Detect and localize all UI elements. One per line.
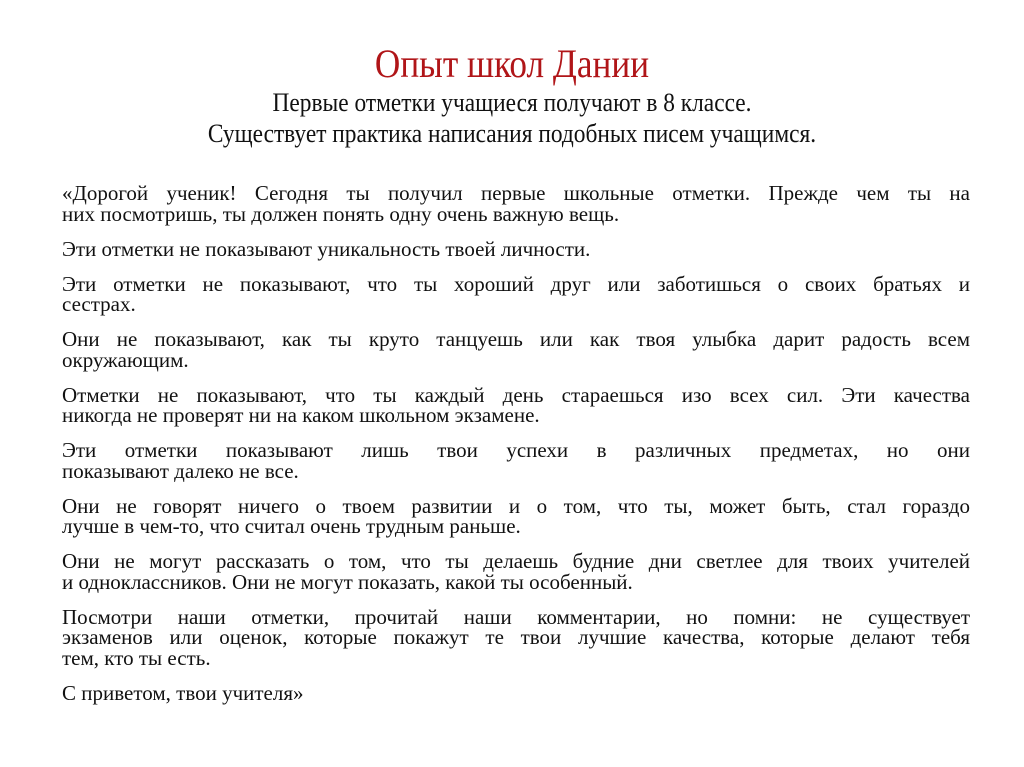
letter-line: и одноклассников. Они не могут показать, какой ты особенный. <box>62 569 633 594</box>
letter-line: окружающим. <box>62 347 189 372</box>
letter-line: показывают далеко не все. <box>62 458 299 483</box>
letter-line: С приветом, твои учителя» <box>62 680 304 705</box>
letter-line: тем, кто ты есть. <box>62 645 211 670</box>
letter-line: Они не говорят ничего о твоем развитии и о том, что ты, может быть, стал гораздо <box>62 493 970 518</box>
letter-paragraph <box>62 604 970 670</box>
letter-paragraph <box>62 440 970 481</box>
letter-line: Они не могут рассказать о том, что ты делаешь будние дни светлее для твоих учителей <box>62 549 970 573</box>
letter-line: сестрах. <box>62 292 136 316</box>
letter-line: никогда не проверят ни на каком школьном экзамене. <box>62 403 540 427</box>
slide-title: Опыт школ Дании <box>374 41 650 86</box>
letter-line: Эти отметки показывают лишь твои успехи в различных предметах, но они <box>62 438 970 462</box>
letter-paragraph <box>62 236 970 261</box>
letter-body <box>62 183 970 718</box>
letter-line: Они не показывают, как ты круто танцуешь или как твоя улыбка дарит радость всем <box>62 327 970 351</box>
letter-line: лучше в чем-то, что считал очень трудным раньше. <box>62 514 521 538</box>
letter-line: Эти отметки не показывают уникальность твоей личности. <box>62 236 591 261</box>
letter-paragraph <box>62 271 970 316</box>
letter-line: «Дорогой ученик! Сегодня ты получил первые школьные отметки. Прежде чем ты на <box>62 181 970 205</box>
letter-line: экзаменов или оценок, которые покажут те твои лучшие качества, которые делают тебя <box>62 625 970 649</box>
letter-line: Эти отметки не показывают, что ты хороший друг или заботишься о своих братьях и <box>62 271 970 296</box>
letter-line: Отметки не показывают, что ты каждый день стараешься изо всех сил. Эти качества <box>62 382 970 407</box>
letter-line: Посмотри наши отметки, прочитай наши комментарии, но помни: не существует <box>62 604 970 629</box>
letter-paragraph <box>62 183 970 224</box>
letter-paragraph <box>62 493 970 538</box>
letter-paragraph <box>62 680 970 705</box>
letter-paragraph <box>62 329 970 370</box>
letter-paragraph <box>62 382 970 427</box>
letter-paragraph <box>62 551 970 592</box>
subtitle-line: Первые отметки учащиеся получают в 8 классе. <box>272 88 752 117</box>
subtitle-line: Существует практика написания подобных писем учащимся. <box>207 119 817 148</box>
letter-line: них посмотришь, ты должен понять одну очень важную вещь. <box>62 201 620 226</box>
